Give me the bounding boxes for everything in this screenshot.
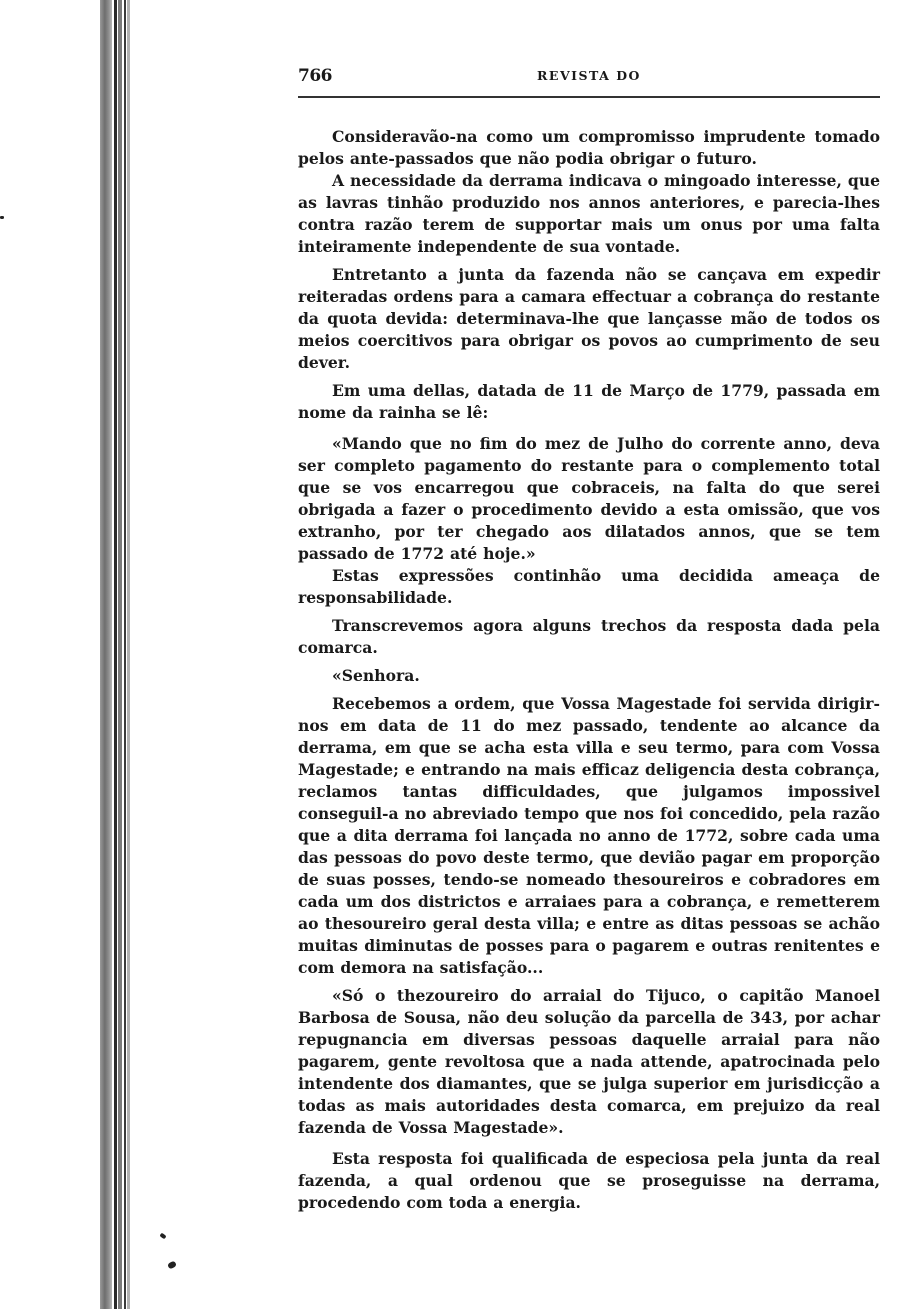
quoted-paragraph: «Mando que no fim do mez de Julho do corrente anno, deva ser completo pagamento do restante para o complemento total que se vos encarregou que cobraceis, na falta do que serei obrigada a fazer o procedimento devido a esta omissão, que vos extranho, por ter chegado aos dilatados annos, que se tem passado de 1772 até hoje.» — [298, 434, 880, 563]
paragraph: Consideravão-na como um compromisso imprudente tomado pelos ante-passados que não podia obrigar o futuro. — [298, 127, 880, 168]
book-binding-gutter — [100, 0, 134, 1309]
ink-speck — [167, 1260, 177, 1269]
binding-strip — [114, 0, 117, 1309]
page-number: 766 — [298, 66, 332, 86]
paragraph: Em uma dellas, datada de 11 de Março de 1779, passada em nome da rainha se lê: — [298, 381, 880, 422]
paragraph: Esta resposta foi qualificada de especiosa pela junta da real fazenda, a qual ordenou que se proseguisse na derrama, procedendo com toda a energia. — [298, 1149, 880, 1212]
paragraph: Entretanto a junta da fazenda não se cançava em expedir reiteradas ordens para a camara effectuar a cobrança do restante da quota devida: determinava-lhe que lançasse mão de todos os meios coercitivos para obrigar os povos ao cumprimento de seu dever. — [298, 265, 880, 372]
binding-strip — [127, 0, 130, 1309]
quoted-salutation: «Senhora. — [332, 666, 420, 685]
ink-speck — [0, 216, 4, 219]
paragraph: A necessidade da derrama indicava o mingoado interesse, que as lavras tinhão produzido nos annos anteriores, e parecia-lhes contra razão terem de supportar mais um onus por uma falta inteiramente independente de sua vontade. — [298, 171, 880, 256]
body-text — [298, 126, 880, 1214]
quoted-paragraph: «Só o thezoureiro do arraial do Tijuco, o capitão Manoel Barbosa de Sousa, não deu solução da parcella de 343, por achar repugnancia em diversas pessoas daquelle arraial para não pagarem, gente revoltosa que a nada attende, apatrocinada pelo intendente dos diamantes, que se julga superior em jurisdicção a todas as mais autoridades desta comarca, em prejuizo da real fazenda de Vossa Magestade». — [298, 986, 880, 1137]
paragraph: Estas expressões continhão uma decidida ameaça de responsabilidade. — [298, 566, 880, 607]
ink-speck — [159, 1233, 166, 1240]
running-head — [298, 66, 880, 90]
paragraph: Transcrevemos agora alguns trechos da resposta dada pela comarca. — [298, 616, 880, 657]
header-rule — [298, 96, 880, 98]
running-title: REVISTA DO — [537, 68, 641, 83]
quoted-paragraph: Recebemos a ordem, que Vossa Magestade foi servida dirigir-nos em data de 11 do mez passado, tendente ao alcance da derrama, em que se acha esta villa e seu termo, para com Vossa Magestade; e entrando na mais efficaz deligencia desta cobrança, reclamos tantas difficuldades, que julgamos impossivel conseguil-a no abreviado tempo que nos foi concedido, pela razão que a dita derrama foi lançada no anno de 1772, sobre cada uma das pessoas do povo deste termo, que devião pagar em proporção de suas posses, tendo-se nomeado thesoureiros e cobradores em cada um dos districtos e arraiaes para a cobrança, e remetterem ao thesoureiro geral desta villa; e entre as ditas pessoas se achão muitas diminutas de posses para o pagarem e outras renitentes e com demora na satisfação... — [298, 694, 880, 977]
scanned-page — [298, 66, 880, 1214]
binding-strip — [100, 0, 112, 1309]
binding-strip — [118, 0, 122, 1309]
binding-strip — [124, 0, 126, 1309]
